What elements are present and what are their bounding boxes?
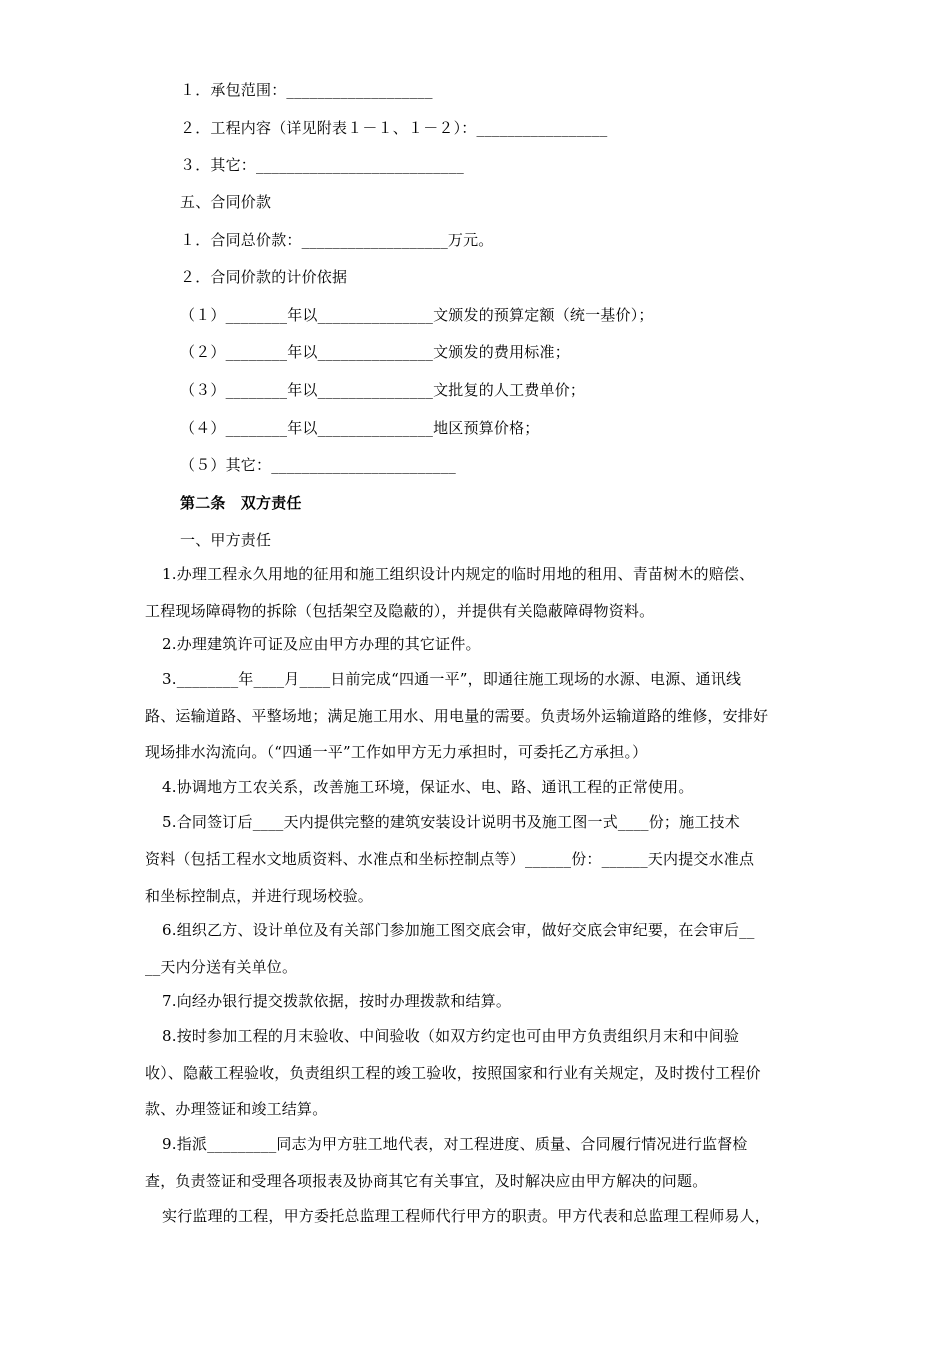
item-other: ３．其它：___________________________ (180, 156, 464, 174)
duty-8-line-1: 8.按时参加工程的月末验收、中间验收（如双方约定也可由甲方负责组织月末和中间验 (162, 1027, 740, 1045)
duty-8-line-3: 款、办理签证和竣工结算。 (145, 1100, 328, 1118)
item-contract-scope: １．承包范围：___________________ (180, 81, 433, 99)
article-two-heading: 第二条 双方责任 (180, 494, 302, 512)
duty-5-line-3: 和坐标控制点，并进行现场校验。 (145, 887, 374, 905)
duty-3-line-3: 现场排水沟流向。（“四通一平”工作如甲方无力承担时，可委托乙方承担。） (145, 743, 648, 761)
pricing-basis-4: （４）________年以_______________地区预算价格； (180, 419, 540, 437)
pricing-basis-1: （１）________年以_______________文颁发的预算定额（统一基价）； (180, 306, 654, 324)
supervision-paragraph: 实行监理的工程，甲方委托总监理工程师代行甲方的职责。甲方代表和总监理工程师易人， (162, 1207, 771, 1225)
duty-5-line-1: 5.合同签订后____天内提供完整的建筑安装设计说明书及施工图一式____份；施工技术 (162, 813, 740, 831)
section-contract-price: 五、合同价款 (180, 193, 272, 211)
duty-8-line-2: 收）、隐蔽工程验收，负责组织工程的竣工验收，按照国家和行业有关规定，及时拨付工程价 (145, 1064, 761, 1082)
duty-2: 2.办理建筑许可证及应由甲方办理的其它证件。 (162, 635, 481, 653)
duty-9-line-2: 查，负责签证和受理各项报表及协商其它有关事宜，及时解决应由甲方解决的问题。 (145, 1172, 708, 1190)
duty-6-line-1: 6.组织乙方、设计单位及有关部门参加施工图交底会审，做好交底会审纪要，在会审后__ (162, 921, 755, 939)
duty-3-line-1: 3.________年____月____日前完成“四通一平”，即通往施工现场的水源、电源、通讯线 (162, 670, 742, 688)
duty-1-line-1: 1.办理工程永久用地的征用和施工组织设计内规定的临时用地的租用、青苗树木的赔偿、 (162, 565, 755, 583)
pricing-basis-5: （５）其它：________________________ (180, 456, 457, 474)
duty-5-line-2: 资料（包括工程水文地质资料、水准点和坐标控制点等）______份：______天内提交水准点 (145, 850, 755, 868)
item-work-content: ２．工程内容（详见附表１－１、１－２）：_________________ (180, 119, 608, 137)
duty-3-line-2: 路、运输道路、平整场地；满足施工用水、用电量的需要。负责场外运输道路的维修，安排好 (145, 707, 769, 725)
section-party-a-duties: 一、甲方责任 (180, 531, 272, 549)
pricing-basis-2: （２）________年以_______________文颁发的费用标准； (180, 343, 570, 361)
pricing-basis-3: （３）________年以_______________文批复的人工费单价； (180, 381, 586, 399)
duty-7: 7.向经办银行提交拨款依据，按时办理拨款和结算。 (162, 992, 512, 1010)
duty-1-line-2: 工程现场障碍物的拆除（包括架空及隐蔽的），并提供有关隐蔽障碍物资料。 (145, 602, 655, 620)
duty-6-line-2: __天内分送有关单位。 (145, 958, 298, 976)
item-total-price: １．合同总价款：___________________万元。 (180, 231, 494, 249)
duty-4: 4.协调地方工农关系，改善施工环境，保证水、电、路、通讯工程的正常使用。 (162, 778, 694, 796)
item-pricing-basis: ２．合同价款的计价依据 (180, 268, 348, 286)
duty-9-line-1: 9.指派_________同志为甲方驻工地代表，对工程进度、质量、合同履行情况进行监督检 (162, 1135, 748, 1153)
